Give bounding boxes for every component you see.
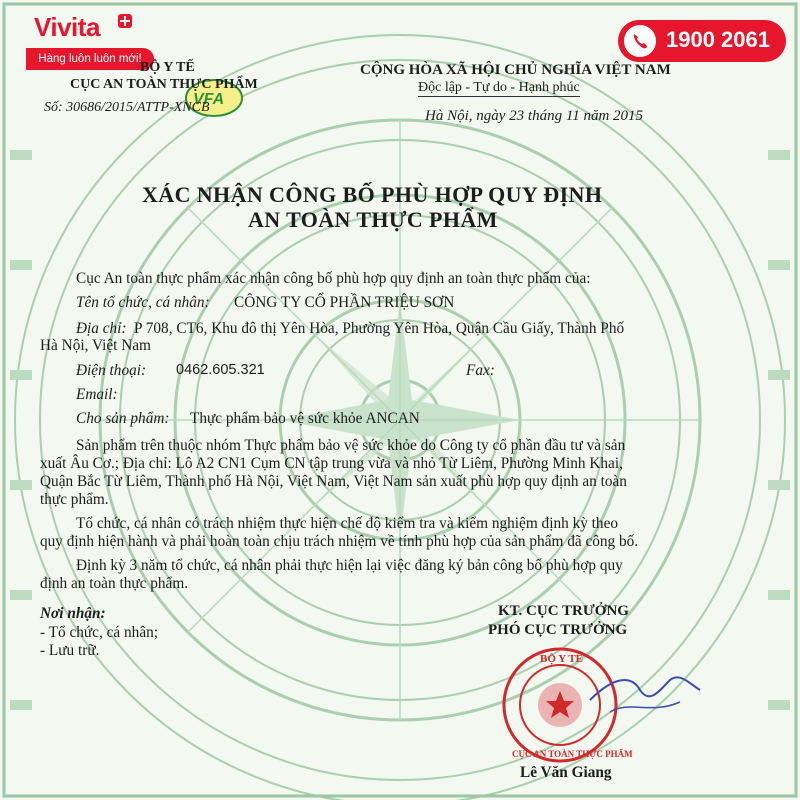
national-motto: Độc lập - Tự do - Hạnh phúc [418, 80, 580, 95]
signer-name: Lê Văn Giang [520, 764, 612, 781]
svg-text:CỤC AN TOÀN THỰC PHẨM: CỤC AN TOÀN THỰC PHẨM [512, 749, 633, 759]
para3-line1: Định kỳ 3 năm tổ chức, cá nhân phải thực hiện lại việc đăng ký bản công bố phù hợp quy [76, 557, 623, 574]
document-title-line1: XÁC NHẬN CÔNG BỐ PHÙ HỢP QUY ĐỊNH [142, 182, 603, 207]
signature-title-2: PHÓ CỤC TRƯỞNG [488, 622, 628, 638]
svg-text:BỘ Y TẾ: BỘ Y TẾ [540, 653, 583, 665]
phone-label: Điện thoại: [76, 362, 147, 379]
para1-line4: thực phẩm. [40, 491, 109, 508]
email-label: Email: [76, 386, 118, 403]
hotline-button[interactable] [618, 20, 786, 62]
phone-icon [624, 25, 656, 57]
svg-text:VFA: VFA [193, 91, 225, 108]
product-value: Thực phẩm bảo vệ sức khỏe ANCAN [190, 410, 420, 427]
vivita-tagline: Hàng luôn luôn mới! [26, 48, 154, 70]
para2-line2: quy định hiện hành và phải hoàn toàn chịu trách nhiệm về tính phù hợp của sản phẩm đã công bố. [40, 533, 639, 550]
intro-text: Cục An toàn thực phẩm xác nhận công bố phù hợp quy định an toàn thực phẩm của: [76, 270, 591, 287]
address-label: Địa chỉ: [76, 320, 127, 337]
para3-line2: định an toàn thực phẩm. [40, 575, 189, 592]
vivita-logo: Vivita [34, 12, 100, 42]
org-label: Tên tổ chức, cá nhân: [76, 294, 210, 311]
ministry-name: BỘ Y TẾ [140, 60, 195, 75]
document-number: Số: 30686/2015/ATTP-XNCB [44, 100, 210, 115]
recipient-item: - Tổ chức, cá nhân; [40, 624, 159, 641]
vivita-badge[interactable] [26, 8, 158, 70]
recipient-item: - Lưu trữ. [40, 642, 100, 659]
fax-label: Fax: [466, 362, 495, 379]
address-value-2: Hà Nội, Việt Nam [40, 337, 151, 354]
agency-name: CỤC AN TOÀN THỰC PHẨM [70, 77, 258, 92]
document-title-line2: AN TOÀN THỰC PHẨM [248, 207, 498, 232]
address-value-1: P 708, CT6, Khu đô thị Yên Hòa, Phường Yên Hòa, Quận Cầu Giấy, Thành Phố [134, 320, 625, 337]
recipients-label: Nơi nhận: [40, 605, 106, 622]
hotline-number: 1900 2061 [666, 27, 770, 52]
para1-line1: Sản phẩm trên thuộc nhóm Thực phẩm bảo vệ sức khỏe do Công ty cổ phần đầu tư và sản [76, 437, 626, 454]
para2-line1: Tổ chức, cá nhân có trách nhiệm thực hiện chế độ kiểm tra và kiểm nghiệm định kỳ theo [76, 515, 619, 532]
signature-title-1: KT. CỤC TRƯỞNG [498, 603, 629, 619]
phone-value: 0462.605.321 [176, 362, 265, 378]
para1-line2: xuất Âu Cơ.; Địa chỉ: Lô A2 CN1 Cụm CN tập trung vừa và nhỏ Từ Liêm, Phường Minh Khai, [40, 455, 623, 472]
product-label: Cho sản phẩm: [76, 410, 170, 427]
issue-date: Hà Nội, ngày 23 tháng 11 năm 2015 [425, 108, 644, 124]
republic-name: CỘNG HÒA XÃ HỘI CHỦ NGHĨA VIỆT NAM [360, 62, 671, 78]
org-value: CÔNG TY CỔ PHẦN TRIỆU SƠN [234, 294, 455, 311]
medical-cross-icon [118, 14, 132, 28]
para1-line3: Quận Bắc Từ Liêm, Thành phố Hà Nội, Việt Nam, Việt Nam sản xuất phù hợp quy định an toàn [40, 473, 627, 490]
